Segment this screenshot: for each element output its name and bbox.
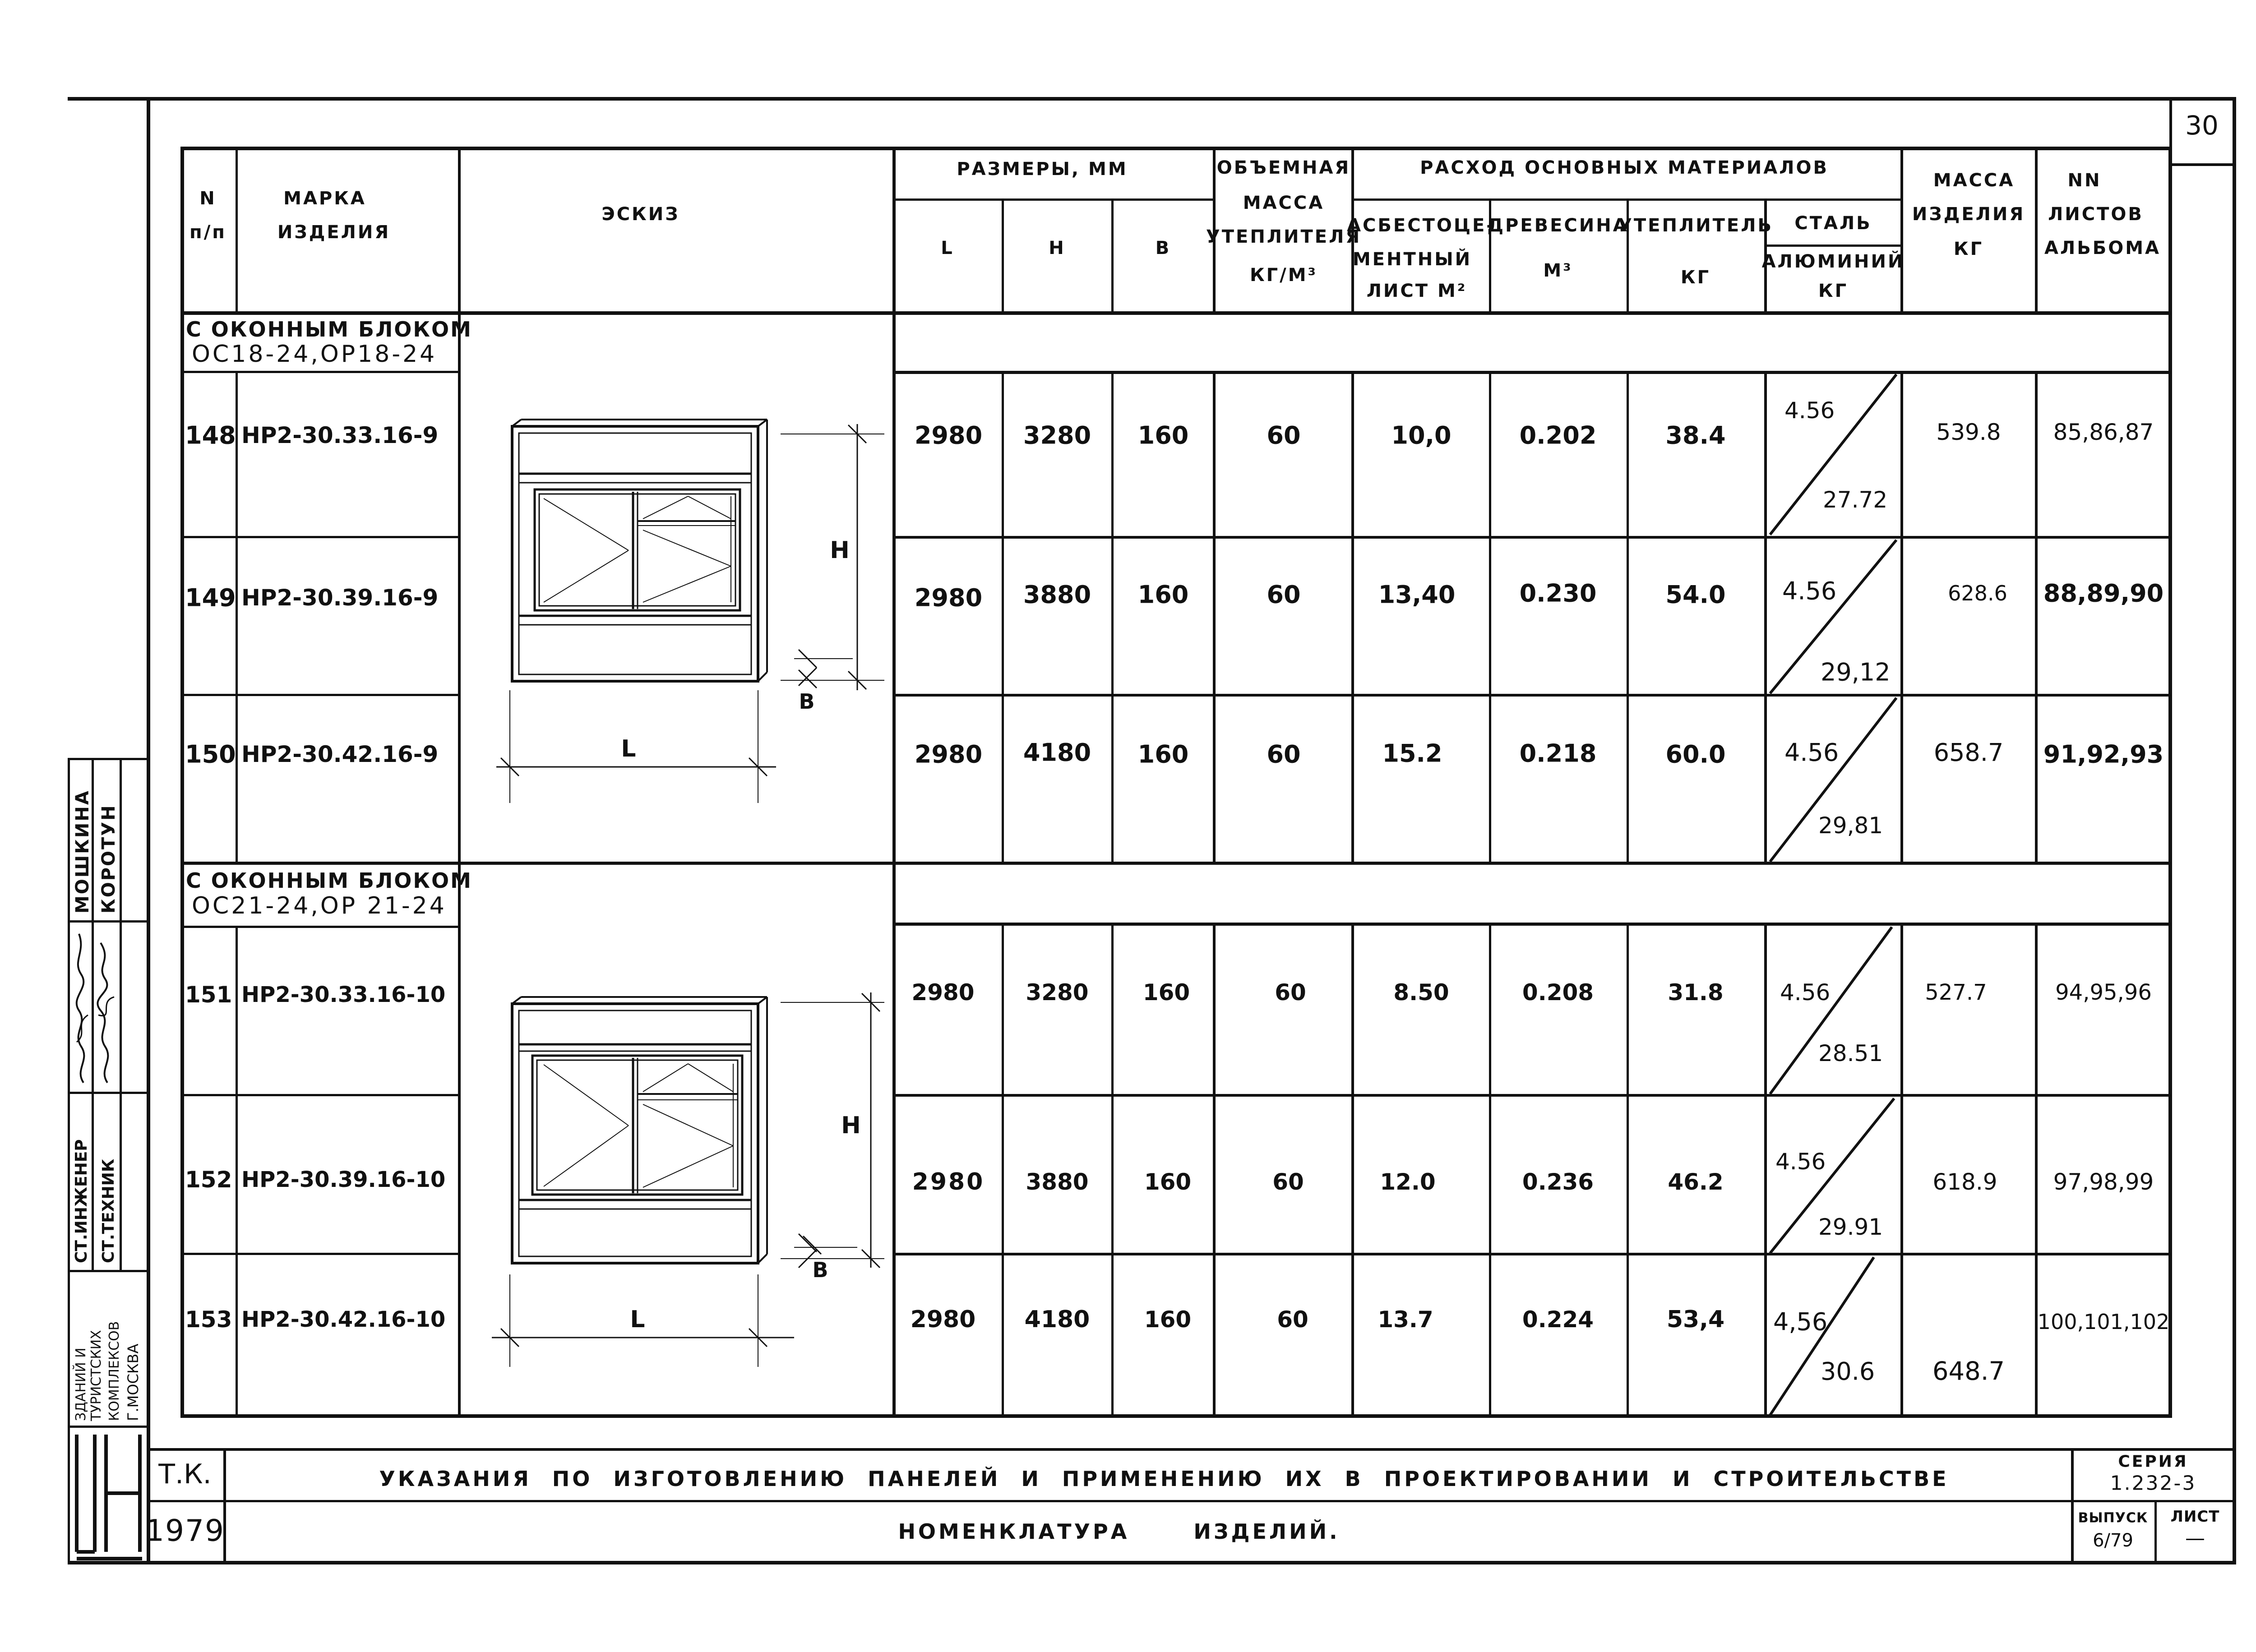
col-line-3: [892, 147, 896, 1418]
col-line-8b: [1489, 371, 1491, 862]
stamp-name-2: КОРОТУН: [98, 804, 119, 914]
stamp-name-1: МОШКИНА: [72, 789, 93, 914]
header-vol-3: УТЕПЛИТЕЛЯ: [1206, 226, 1362, 247]
header-mass-3: КГ: [1953, 239, 1984, 259]
tk-label: Т.К.: [158, 1458, 212, 1490]
row-mark: НР2-30.42.16-10: [241, 1307, 446, 1332]
col-line-5c: [1111, 923, 1114, 1417]
row-ins: 60.0: [1665, 740, 1726, 769]
group2-left-line: [180, 926, 460, 928]
header-dim-B: В: [1155, 238, 1171, 258]
row-sheets: 85,86,87: [2053, 419, 2154, 445]
header-dimensions: РАЗМЕРЫ, ММ: [957, 159, 1128, 180]
row-B: 160: [1137, 740, 1189, 769]
row-vol: 60: [1267, 421, 1301, 450]
panel-sketch-1: [465, 406, 889, 812]
stamp-org-line-3: КОМПЛЕКСОВ: [106, 1321, 122, 1421]
row-mark: НР2-30.33.16-10: [241, 982, 446, 1007]
row-vol: 60: [1267, 580, 1301, 609]
col-line-9b: [1627, 371, 1629, 862]
row-wood: 0.218: [1519, 739, 1597, 768]
row-ins: 31.8: [1668, 979, 1724, 1006]
steel-alu-divider: [1766, 1255, 1901, 1417]
header-n: N: [199, 188, 217, 209]
row-steel: 4.56: [1780, 979, 1831, 1006]
sheet-number: 30: [2185, 110, 2219, 141]
row-L: 2980: [910, 1306, 976, 1333]
row-alu: 30.6: [1821, 1357, 1875, 1386]
row-sheets: 100,101,102: [2037, 1310, 2170, 1334]
row-wood: 0.208: [1522, 979, 1594, 1006]
row-mass: 628.6: [1948, 581, 2007, 605]
row-wood: 0.202: [1519, 421, 1597, 450]
header-vol-1: ОБЪЕМНАЯ: [1216, 157, 1351, 178]
row-H: 4180: [1024, 1306, 1090, 1333]
row-asb: 15.2: [1382, 739, 1442, 768]
row-H: 3880: [1026, 1169, 1089, 1195]
row-B: 160: [1137, 421, 1189, 450]
header-asbestos-3: ЛИСТ М²: [1366, 281, 1467, 301]
group1-title-1: С ОКОННЫМ БЛОКОМ: [186, 317, 472, 341]
col-line-8c: [1489, 923, 1491, 1417]
header-pp: п/п: [190, 222, 227, 243]
row-L: 2980: [914, 740, 983, 769]
sheet-number-box-bottom: [2169, 163, 2235, 166]
header-aluminium: АЛЮМИНИЙ: [1761, 251, 1905, 272]
row-H: 4180: [1023, 738, 1091, 767]
col-line-13: [2168, 147, 2172, 1418]
row151-bottom: [180, 1094, 460, 1096]
tsniiep-logo: [68, 1428, 147, 1561]
row-vol: 60: [1272, 1169, 1304, 1195]
signature-2: [94, 925, 119, 1087]
header-mass-1: МАССА: [1933, 170, 2015, 191]
col-line-9c: [1627, 923, 1629, 1417]
table-top-line: [180, 147, 2171, 150]
sheet-label: ЛИСТ: [2170, 1508, 2220, 1526]
steel-alu-divider: [1766, 925, 1901, 1096]
sketch1-label-B: В: [799, 689, 817, 714]
dims-subheader-line: [895, 198, 1214, 201]
header-vol-4: КГ/М³: [1249, 265, 1318, 286]
row-number: 148: [185, 421, 236, 450]
col-line-12b: [2035, 371, 2038, 862]
row-vol: 60: [1267, 740, 1301, 769]
row-steel: 4.56: [1775, 1149, 1826, 1175]
sheet-value: —: [2185, 1527, 2205, 1550]
row-mass: 527.7: [1925, 980, 1987, 1005]
row-sheets: 97,98,99: [2053, 1169, 2154, 1195]
frame-left: [147, 97, 150, 1563]
header-wood-2: М³: [1543, 260, 1573, 281]
row-vol: 60: [1275, 979, 1306, 1006]
row152-bottom: [180, 1253, 460, 1255]
stamp-row-3: [68, 1270, 149, 1272]
row-B: 160: [1144, 1306, 1192, 1333]
row-alu: 29,81: [1818, 812, 1883, 839]
main-title: УКАЗАНИЯ ПО ИЗГОТОВЛЕНИЮ ПАНЕЛЕЙ И ПРИМЕНЕНИЮ ИХ В ПРОЕКТИРОВАНИИ И СТРОИТЕЛЬСТВЕ: [379, 1467, 1949, 1491]
row-alu: 28.51: [1818, 1040, 1883, 1066]
header-mark-2: ИЗДЕЛИЯ: [277, 222, 391, 243]
series-value: 1.232-3: [2110, 1472, 2196, 1495]
group1-right-line: [895, 371, 2171, 374]
stamp-org-line-2: ТУРИСТСКИХ: [88, 1330, 104, 1421]
stamp-role-1: СТ.ИНЖЕНЕР: [72, 1139, 91, 1263]
row-steel: 4.56: [1784, 397, 1835, 424]
row-ins: 46.2: [1668, 1169, 1724, 1195]
stamp-border-top: [68, 758, 149, 760]
row-ins: 54.0: [1665, 580, 1726, 609]
titleblock-col-3: [2154, 1500, 2157, 1563]
year-label: 1979: [145, 1513, 225, 1548]
col-line-1b: [236, 371, 238, 862]
page-title: НОМЕНКЛАТУРА ИЗДЕЛИЙ.: [898, 1519, 1340, 1544]
stamp-col-c: [120, 758, 122, 1272]
panel-sketch-2: [465, 983, 889, 1367]
row149-bottom: [180, 694, 460, 696]
row-B: 160: [1137, 580, 1189, 609]
col-line-7c: [1351, 923, 1354, 1417]
row-sheets: 88,89,90: [2043, 579, 2164, 608]
stamp-org-line-4: Г.МОСКВА: [125, 1343, 142, 1421]
col-line-6c: [1213, 923, 1216, 1417]
row-alu: 27.72: [1823, 487, 1888, 513]
row-wood: 0.236: [1522, 1169, 1594, 1195]
row-asb: 8.50: [1393, 979, 1449, 1006]
header-sheets-2: ЛИСТОВ: [2048, 204, 2144, 225]
row-mark: НР2-30.42.16-9: [241, 741, 439, 767]
header-asbestos-1: АСБЕСТОЦЕ-: [1347, 215, 1496, 236]
header-asbestos-2: МЕНТНЫЙ: [1352, 249, 1472, 270]
titleblock-top: [147, 1448, 2236, 1451]
stamp-row-2: [68, 1092, 149, 1094]
col-line-12c: [2035, 923, 2038, 1417]
header-mass-2: ИЗДЕЛИЯ: [1912, 204, 2025, 225]
row-alu: 29,12: [1821, 658, 1891, 687]
header-bottom-line: [180, 311, 2171, 315]
row-number: 152: [185, 1167, 232, 1193]
row149-bottom-r: [895, 694, 2171, 697]
row151-bottom-r: [895, 1094, 2171, 1097]
row-H: 3280: [1023, 421, 1091, 450]
row-ins: 38.4: [1665, 421, 1726, 450]
steel-sub-line: [1766, 245, 1902, 247]
row-asb: 13,40: [1378, 580, 1456, 609]
header-sheets-3: АЛЬБОМА: [2044, 238, 2161, 258]
row-mark: НР2-30.33.16-9: [241, 422, 439, 448]
stamp-role-2: СТ.ТЕХНИК: [99, 1158, 118, 1263]
row-wood: 0.230: [1519, 579, 1597, 608]
row-L: 2980: [914, 421, 983, 450]
col-line-5: [1111, 198, 1114, 311]
group2-title-1: С ОКОННЫМ БЛОКОМ: [186, 868, 472, 893]
row-L: 2980: [911, 979, 975, 1006]
header-materials: РАСХОД ОСНОВНЫХ МАТЕРИАЛОВ: [1420, 157, 1829, 178]
row-mass: 658.7: [1933, 738, 2004, 767]
row-number: 151: [185, 982, 232, 1008]
col-line-6b: [1213, 371, 1216, 862]
header-dim-L: L: [941, 238, 954, 258]
row-asb: 10,0: [1391, 421, 1452, 450]
group2-title-2: ОС21-24,ОР 21-24: [192, 892, 447, 919]
row-wood: 0.224: [1522, 1306, 1594, 1333]
col-line-12: [2035, 147, 2038, 311]
row-sheets: 94,95,96: [2055, 980, 2152, 1005]
col-line-4c: [1002, 923, 1004, 1417]
row148-bottom-r: [895, 536, 2171, 539]
header-sheets-1: NN: [2067, 170, 2102, 191]
header-alu-kg: КГ: [1818, 281, 1849, 301]
series-label: СЕРИЯ: [2118, 1452, 2188, 1471]
frame-top: [68, 97, 2233, 101]
row-asb: 13.7: [1378, 1306, 1433, 1333]
header-vol-2: МАССА: [1243, 193, 1325, 213]
row148-bottom: [180, 536, 460, 538]
sketch2-label-L: L: [630, 1306, 647, 1333]
row-number: 153: [185, 1306, 232, 1333]
row-B: 160: [1142, 979, 1190, 1006]
col-line-1c: [236, 926, 238, 1417]
row-ins: 53,4: [1666, 1306, 1725, 1333]
sketch1-label-H: Н: [830, 537, 851, 564]
row-H: 3280: [1026, 979, 1089, 1006]
row-H: 3880: [1023, 580, 1091, 609]
issue-label: ВЫПУСК: [2078, 1510, 2148, 1526]
row-mass: 618.9: [1932, 1169, 1997, 1195]
group2-right-line: [895, 923, 2171, 926]
header-mark-1: МАРКА: [283, 188, 366, 209]
col-line-4: [1002, 198, 1004, 311]
row-mark: НР2-30.39.16-10: [241, 1167, 446, 1192]
row-steel: 4.56: [1782, 577, 1837, 605]
sketch1-label-L: L: [621, 735, 638, 762]
frame-right: [2233, 97, 2236, 1563]
col-line-4b: [1002, 371, 1004, 862]
group1-title-2: ОС18-24,ОР18-24: [192, 341, 437, 368]
stamp-row-1: [68, 920, 149, 923]
group1-left-line: [180, 371, 460, 373]
frame-bottom: [68, 1561, 2236, 1564]
col-line-5b: [1111, 371, 1114, 862]
row-B: 160: [1144, 1169, 1192, 1195]
row-mass: 539.8: [1936, 419, 2001, 445]
row-L: 2980: [912, 1168, 985, 1195]
row-mass: 648.7: [1932, 1357, 2005, 1386]
titleblock-col-2: [2071, 1448, 2074, 1563]
row-L: 2980: [914, 583, 983, 612]
row-sheets: 91,92,93: [2043, 740, 2164, 769]
header-steel: СТАЛЬ: [1794, 213, 1872, 234]
sketch2-label-B: В: [812, 1258, 830, 1282]
row-mark: НР2-30.39.16-9: [241, 585, 439, 611]
row-number: 150: [185, 740, 236, 769]
row152-bottom-r: [895, 1253, 2171, 1255]
col-line-0: [180, 147, 184, 1418]
row-steel: 4.56: [1784, 738, 1839, 767]
row-asb: 12.0: [1380, 1169, 1436, 1195]
sketch2-label-H: Н: [841, 1112, 863, 1139]
header-sketch: ЭСКИЗ: [601, 204, 680, 225]
issue-value: 6/79: [2093, 1530, 2133, 1551]
titleblock-mid: [147, 1500, 2236, 1502]
col-line-7b: [1351, 371, 1354, 862]
signature-1: [70, 925, 95, 1087]
header-insulation-1: УТЕПЛИТЕЛЬ: [1618, 215, 1773, 236]
col-line-11: [1900, 147, 1903, 311]
row-steel: 4,56: [1773, 1307, 1828, 1336]
row-alu: 29.91: [1818, 1214, 1883, 1240]
header-wood-1: ДРЕВЕСИНА: [1487, 215, 1629, 236]
col-line-1: [236, 147, 238, 311]
header-insulation-2: КГ: [1680, 267, 1711, 288]
row-vol: 60: [1277, 1306, 1308, 1333]
stamp-org-line-1: ЗДАНИЙ И: [73, 1347, 89, 1421]
row-number: 149: [185, 583, 236, 612]
header-dim-H: Н: [1049, 238, 1066, 258]
